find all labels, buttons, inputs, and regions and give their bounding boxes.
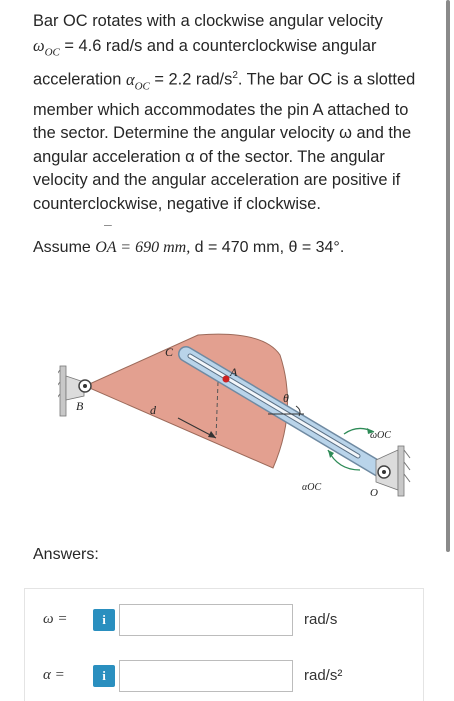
problem-line-6: angular acceleration α of the sector. The angular	[33, 147, 385, 166]
scrollbar[interactable]	[446, 0, 450, 552]
problem-line-8: counterclockwise, negative if clockwise.	[33, 194, 321, 213]
alpha-answer-row	[25, 655, 423, 695]
alpha-oc-symbol: $\alpha_{OC}$	[125, 69, 150, 93]
problem-line-4: member which accommodates the pin A attached to	[33, 100, 409, 119]
alpha-label: α =	[43, 667, 65, 683]
answers-panel	[24, 588, 424, 701]
mechanism-figure	[58, 300, 428, 510]
alpha-oc-value: = 2.2 rad/s	[154, 70, 233, 89]
alpha-unit: rad/s²	[304, 667, 343, 684]
label-d: d	[150, 403, 156, 417]
omega-oc-symbol: $\omega_{OC}$	[33, 35, 60, 58]
omega-answer-row	[25, 599, 423, 639]
omega-unit: rad/s	[304, 611, 338, 628]
problem-line-7: velocity and the angular acceleration are positive if	[33, 171, 401, 190]
alpha-input[interactable]	[119, 660, 293, 692]
assume-line	[33, 239, 344, 257]
label-c: C	[165, 345, 174, 359]
line3-pre: acceleration	[33, 70, 122, 89]
label-theta: θ	[283, 391, 289, 405]
problem-line-5: the sector. Determine the angular velocity ω and the	[33, 124, 412, 143]
label-b: B	[76, 399, 84, 413]
assume-d: d = 470 mm,	[194, 239, 285, 256]
label-o: O	[370, 487, 378, 499]
problem-line-3: acceleration $\alpha_{OC} = 2.2$ rad/$s^2$. The bar OC is a slotted	[33, 69, 416, 93]
omega-input[interactable]	[119, 604, 293, 636]
assume-prefix: Assume	[33, 239, 91, 256]
problem-line-2	[33, 34, 433, 65]
pin-a	[223, 376, 230, 383]
answers-heading: Answers:	[33, 546, 99, 563]
problem-statement	[33, 10, 433, 216]
info-icon[interactable]: i	[93, 665, 115, 687]
label-omega-oc: ωOC	[370, 430, 391, 441]
assume-theta: θ = 34°.	[288, 239, 345, 256]
omega-oc-value: = 4.6 rad/s and a counterclockwise angular	[64, 36, 377, 55]
info-icon[interactable]: i	[93, 609, 115, 631]
assume-oa: OA = 690 mm,	[95, 239, 191, 256]
label-a: A	[230, 365, 238, 379]
omega-label: ω =	[43, 611, 68, 627]
line3-post: . The bar OC is a slotted	[237, 70, 416, 89]
problem-line-1: Bar OC rotates with a clockwise angular velocity	[33, 12, 383, 30]
separator-dash: –	[104, 216, 112, 232]
label-alpha-oc: αOC	[302, 482, 322, 493]
